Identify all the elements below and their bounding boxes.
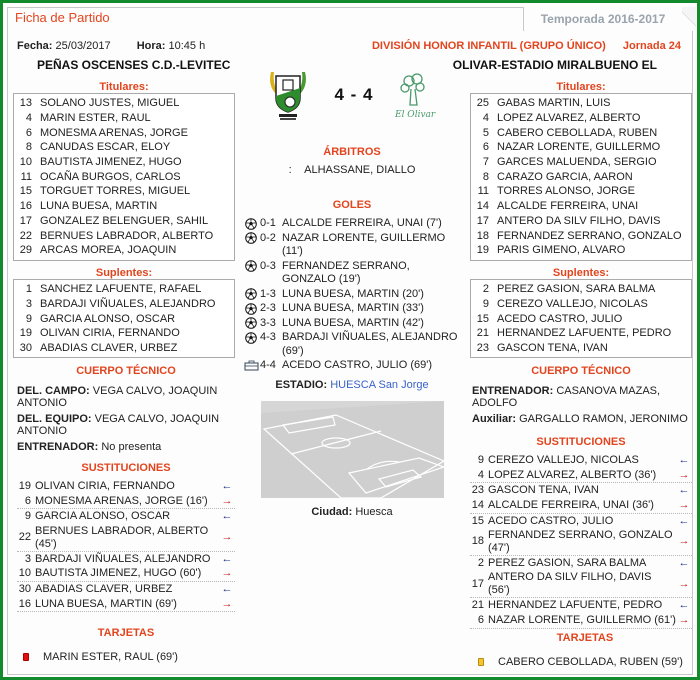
away-staff-section [472,365,690,429]
player-name: LUNA BUESA, MARTIN (69') [35,597,177,610]
player-number: 16 [19,200,32,213]
substitution-row [17,494,235,509]
player-name: GARCIA ALONSO, OSCAR [40,312,176,325]
player-name: ABADIAS CLAVER, URBEZ [40,342,178,355]
goal-scorer: FERNANDEZ SERRANO, GONZALO (19') [282,259,410,285]
away-cards-section [478,632,692,668]
goal-row [243,260,461,287]
player-name: ACEDO CASTRO, JULIO [497,312,623,325]
player-name: ARCAS MOREA, JOAQUIN [40,244,177,257]
staff-name: VEGA CALVO, JOAQUIN ANTONIO [17,385,218,409]
goal-scorer: LUNA BUESA, MARTIN (20') [282,287,424,300]
player-number: 21 [471,599,484,612]
card-row [23,651,235,663]
staff-member [17,413,235,437]
player-number: 13 [19,97,32,110]
player-number: 15 [476,312,489,325]
goals-section [243,199,461,374]
goal-scorer: ALCALDE FERREIRA, UNAI (7') [282,217,442,229]
goal-scorer: LUNA BUESA, MARTIN (33') [282,302,424,314]
hora-label: Hora: [136,40,166,52]
goal-scorer: ACEDO CASTRO, JULIO (69') [282,359,433,371]
player-name: GABAS MARTIN, LUIS [497,97,611,110]
substitution-row [17,567,235,582]
away-starter-row[interactable] [471,184,691,199]
player-number: 17 [476,214,489,227]
arrow-right-icon: → [221,494,233,507]
home-starter-row[interactable] [14,199,234,214]
goal-row [243,331,461,358]
player-number: 15 [19,185,32,198]
player-number: 4 [25,112,32,125]
player-name: HERNANDEZ LAFUENTE, PEDRO [497,327,672,340]
player-number: 2 [482,283,489,296]
player-number: 9 [482,298,489,311]
staff-name: CASANOVA MAZAS, ADOLFO [472,385,661,409]
player-name: HERNANDEZ LAFUENTE, PEDRO [488,599,663,612]
goals-list [243,217,461,373]
player-number: 6 [24,494,31,507]
arrow-left-icon: ← [678,514,690,527]
player-name: ANTERO DA SILV FILHO, DAVIS [497,214,661,227]
player-number: 1 [25,283,32,296]
player-number: 9 [24,510,31,523]
jornada: Jornada 24 [622,40,681,52]
player-number: 10 [18,567,31,580]
player-number: 8 [25,141,32,154]
home-starter-row[interactable] [14,228,234,243]
player-number: 17 [19,214,32,227]
player-name: CANUDAS ESCAR, ELOY [40,141,171,154]
player-name: ACEDO CASTRO, JULIO [488,514,614,527]
home-sub-row[interactable] [14,311,234,326]
away-starter-row[interactable] [471,199,691,214]
player-number: 21 [476,327,489,340]
soccer-ball-icon [243,302,259,315]
away-sub-row[interactable] [471,341,691,356]
player-name: BARDAJI VIÑUALES, ALEJANDRO [40,298,216,311]
player-number: 9 [477,454,484,467]
substitution-row [17,582,235,597]
home-subs-list [13,279,235,358]
player-number: 6 [482,141,489,154]
away-team-logo [391,71,437,121]
player-name: GONZALEZ BELENGUER, SAHIL [40,214,209,227]
away-sub-row[interactable] [471,282,691,297]
substitution-row [17,597,235,612]
player-number: 7 [482,156,489,169]
player-name: NAZAR LORENTE, GUILLERMO [497,141,661,154]
player-number: 18 [476,229,489,242]
away-starter-row[interactable] [471,111,691,126]
away-staff-title: CUERPO TÉCNICO [531,365,631,377]
player-name: BERNUES LABRADOR, ALBERTO (45') [35,524,209,550]
substitution-row [470,529,692,556]
substitution-row [470,468,692,483]
player-number: 19 [476,244,489,257]
player-number: 3 [24,552,31,565]
away-substitutions-title: SUSTITUCIONES [536,436,626,448]
player-name: MARIN ESTER, RAUL [40,112,151,125]
home-team-logo [268,66,308,126]
player-name: CABERO CEBOLLADA, RUBEN [497,126,658,139]
player-number: 30 [18,583,31,596]
pitch-image [261,401,444,498]
player-name: PEREZ GASION, SARA BALMA [497,283,656,296]
away-sub-row[interactable] [471,297,691,312]
away-sub-row[interactable] [471,326,691,341]
player-number: 6 [25,126,32,139]
home-staff-section [17,365,235,457]
goal-row [243,317,461,331]
player-number: 10 [19,156,32,169]
staff-name: GARGALLO RAMON, JERONIMO [519,413,688,425]
home-staff-title: CUERPO TÉCNICO [76,365,176,377]
arrow-left-icon: ← [221,510,233,523]
home-team-name: PEÑAS OSCENSES C.D.-LEVITEC [37,58,231,72]
goal-score: 0-2 [260,231,276,244]
player-number: 8 [482,170,489,183]
staff-name: No presenta [101,441,162,453]
player-number: 4 [482,112,489,125]
pitch-drawing [261,401,444,498]
referee-title: ÁRBITROS [323,146,381,158]
arrow-left-icon: ← [678,484,690,497]
home-starter-row[interactable] [14,214,234,229]
city-row [243,506,461,518]
away-subs-list [470,279,692,358]
substitution-row [470,514,692,529]
player-number: 14 [476,200,489,213]
referee-colon: : [288,164,292,176]
goal-score: 1-3 [260,287,276,300]
arrow-left-icon: ← [678,454,690,467]
away-starters-list [470,93,692,261]
substitution-row [470,571,692,598]
player-name: ANTERO DA SILV FILHO, DAVIS (56') [488,571,652,597]
goal-scorer: BARDAJI VIÑUALES, ALEJANDRO (69') [282,331,458,357]
home-starter-row[interactable] [14,96,234,111]
player-name: SANCHEZ LAFUENTE, RAFAEL [40,283,202,296]
player-number: 22 [18,531,31,544]
arrow-right-icon: → [678,468,690,481]
player-number: 29 [19,244,32,257]
player-number: 30 [19,342,32,355]
player-name: BAUTISTA JIMENEZ, HUGO [40,156,182,169]
match-datetime [17,40,205,52]
goal-score: 0-3 [260,259,276,272]
player-number: 23 [471,484,484,497]
svg-text:El Olivar: El Olivar [395,110,436,120]
substitution-row [470,598,692,613]
arrow-left-icon: ← [678,557,690,570]
away-sub-row[interactable] [471,311,691,326]
staff-member [472,385,690,409]
goal-row [243,302,461,316]
fecha-value: 25/03/2017 [55,40,111,52]
substitution-row [470,613,692,628]
player-number: 2 [477,557,484,570]
substitution-row [470,499,692,514]
player-name: CARAZO GARCIA, AARON [497,170,633,183]
season-tab[interactable]: Temporada 2016-2017 [523,7,683,31]
player-name: TORGUET TORRES, MIGUEL [40,185,191,198]
staff-member [472,413,690,425]
match-score: 4 - 4 [334,85,374,104]
penalty-goal-icon [243,359,259,372]
arrow-right-icon: → [678,577,690,590]
away-starter-row[interactable] [471,96,691,111]
staff-name: VEGA CALVO, JOAQUIN ANTONIO [17,413,220,437]
away-starter-row[interactable] [471,214,691,229]
fecha-label: Fecha: [17,40,53,52]
goal-score: 2-3 [260,302,276,314]
referee-name: ALHASSANE, DIALLO [304,164,416,176]
home-starter-row[interactable] [14,125,234,140]
card-player: MARIN ESTER, RAUL (69') [43,651,178,663]
away-subs-title: Suplentes: [552,267,610,279]
arrow-right-icon: → [678,499,690,512]
player-name: BARDAJI VIÑUALES, ALEJANDRO [35,552,211,565]
city-value: Huesca [355,506,393,518]
hora-value: 10:45 h [168,40,206,52]
staff-member [17,441,235,453]
player-number: 6 [477,613,484,626]
player-number: 15 [471,514,484,527]
goal-score: 0-1 [260,217,276,229]
home-sub-row[interactable] [14,297,234,312]
player-name: FERNANDEZ SERRANO, GONZALO (47') [488,528,673,554]
player-number: 5 [482,126,489,139]
arrow-left-icon: ← [221,583,233,596]
home-starter-row[interactable] [14,243,234,258]
home-starter-row[interactable] [14,140,234,155]
home-sub-row[interactable] [14,341,234,356]
away-team-name: OLIVAR-ESTADIO MIRALBUENO EL [452,58,657,72]
player-number: 23 [476,342,489,355]
player-name: NAZAR LORENTE, GUILLERMO (61') [488,613,676,626]
away-starter-row[interactable] [471,169,691,184]
player-name: MONESMA ARENAS, JORGE [40,126,188,139]
card-row [478,656,692,668]
goal-row [243,288,461,302]
home-sub-row[interactable] [14,282,234,297]
substitution-row [17,525,235,552]
away-cards-title: TARJETAS [556,632,614,644]
away-starter-row[interactable] [471,140,691,155]
arrow-left-icon: ← [678,599,690,612]
soccer-ball-icon [243,260,259,273]
away-subs-section [470,267,692,358]
goal-scorer: NAZAR LORENTE, GUILLERMO (11') [282,231,446,257]
player-name: OCAÑA BURGOS, CARLOS [40,170,181,183]
substitution-row [470,483,692,498]
goal-scorer: LUNA BUESA, MARTIN (42') [282,316,424,329]
soccer-ball-icon [243,317,259,330]
away-starter-row[interactable] [471,155,691,170]
player-number: 9 [25,312,32,325]
goal-row [243,217,461,231]
home-starter-row[interactable] [14,184,234,199]
soccer-ball-icon [243,217,259,230]
goal-row [243,232,461,259]
competition-name: DIVISIÓN HONOR INFANTIL (GRUPO ÚNICO) [371,40,606,52]
yellow-card-icon [478,658,484,666]
arrow-left-icon: ← [221,480,233,493]
goal-score: 3-3 [260,316,276,329]
goal-score: 4-3 [260,331,276,343]
referee-section [243,146,461,176]
player-name: GASCON TENA, IVAN [488,484,599,497]
arrow-right-icon: → [678,613,690,626]
player-number: 17 [471,577,484,590]
away-starters-title: Titulares: [556,81,606,93]
staff-role: DEL. EQUIPO: [17,413,92,425]
player-name: LOPEZ ALVAREZ, ALBERTO [497,112,641,125]
player-name: SOLANO JUSTES, MIGUEL [40,97,180,110]
home-substitutions-section [17,462,235,612]
home-subs-title: Suplentes: [95,267,153,279]
referee-row [243,164,461,176]
player-name: LOPEZ ALVAREZ, ALBERTO (36') [488,468,657,481]
home-subs-section [13,267,235,358]
player-number: 11 [477,185,489,198]
staff-member [17,385,235,409]
arrow-right-icon: → [221,531,233,544]
home-starters-title: Titulares: [99,81,149,93]
stadium-link[interactable]: HUESCA San Jorge [330,379,429,391]
soccer-ball-icon [243,331,259,344]
away-substitutions-section [470,436,692,629]
player-name: CEREZO VALLEJO, NICOLAS [488,454,639,467]
player-number: 19 [19,327,32,340]
staff-role: ENTRENADOR: [472,385,554,397]
player-name: CEREZO VALLEJO, NICOLAS [497,298,648,311]
player-name: GASCON TENA, IVAN [497,342,608,355]
player-number: 18 [471,535,484,548]
staff-role: Auxiliar: [472,413,517,425]
player-number: 22 [19,229,32,242]
player-number: 4 [477,468,484,481]
home-cards-title: TARJETAS [97,627,155,639]
home-substitutions-title: SUSTITUCIONES [81,462,171,474]
arrow-right-icon: → [221,567,233,580]
stadium-row [243,379,461,391]
home-cards-section [17,627,235,663]
substitution-row [17,479,235,494]
player-name: OLIVAN CIRIA, FERNANDO [35,480,175,493]
home-starter-row[interactable] [14,169,234,184]
page-title: Ficha de Partido [15,10,110,25]
player-name: MONESMA ARENAS, JORGE (16') [35,494,208,507]
player-number: 3 [25,298,32,311]
player-name: GARCIA ALONSO, OSCAR [35,510,171,523]
away-starter-row[interactable] [471,243,691,258]
home-sub-row[interactable] [14,326,234,341]
player-name: ALCALDE FERREIRA, UNAI [497,200,639,213]
player-number: 11 [20,170,32,183]
substitution-row [470,556,692,571]
stadium-label: ESTADIO: [275,379,328,391]
home-starters-list [13,93,235,261]
player-name: GARCES MALUENDA, SERGIO [497,156,657,169]
away-starters-section [470,81,692,261]
goal-score: 4-4 [260,359,276,371]
player-number: 14 [471,499,484,512]
venue-section [243,379,461,518]
arrow-right-icon: → [221,597,233,610]
player-name: OLIVAN CIRIA, FERNANDO [40,327,180,340]
substitution-row [17,509,235,524]
player-name: BERNUES LABRADOR, ALBERTO [40,229,214,242]
staff-role: ENTRENADOR: [17,441,99,453]
player-name: PEREZ GASION, SARA BALMA [488,557,647,570]
player-name: FERNANDEZ SERRANO, GONZALO [497,229,682,242]
goals-title: GOLES [332,199,372,211]
player-name: ALCALDE FERREIRA, UNAI (36') [488,499,654,512]
staff-role: DEL. CAMPO: [17,385,90,397]
player-name: BAUTISTA JIMENEZ, HUGO (60') [35,567,202,580]
red-card-icon [23,653,29,661]
competition-info [372,40,681,52]
home-starter-row[interactable] [14,155,234,170]
arrow-left-icon: ← [221,552,233,565]
home-starter-row[interactable] [14,111,234,126]
player-number: 25 [476,97,489,110]
player-name: ABADIAS CLAVER, URBEZ [35,583,173,596]
soccer-ball-icon [243,288,259,301]
player-name: TORRES ALONSO, JORGE [497,185,635,198]
player-name: LUNA BUESA, MARTIN [40,200,158,213]
substitution-row [470,453,692,468]
home-starters-section [13,81,235,261]
soccer-ball-icon [243,232,259,245]
player-name: PARIS GIMENO, ALVARO [497,244,626,257]
substitution-row [17,552,235,567]
away-starter-row[interactable] [471,125,691,140]
goal-row [243,359,461,373]
player-number: 16 [18,597,31,610]
arrow-right-icon: → [678,535,690,548]
card-player: CABERO CEBOLLADA, RUBEN (59') [498,656,683,668]
player-number: 19 [18,480,31,493]
away-starter-row[interactable] [471,228,691,243]
city-label: Ciudad: [311,506,353,518]
